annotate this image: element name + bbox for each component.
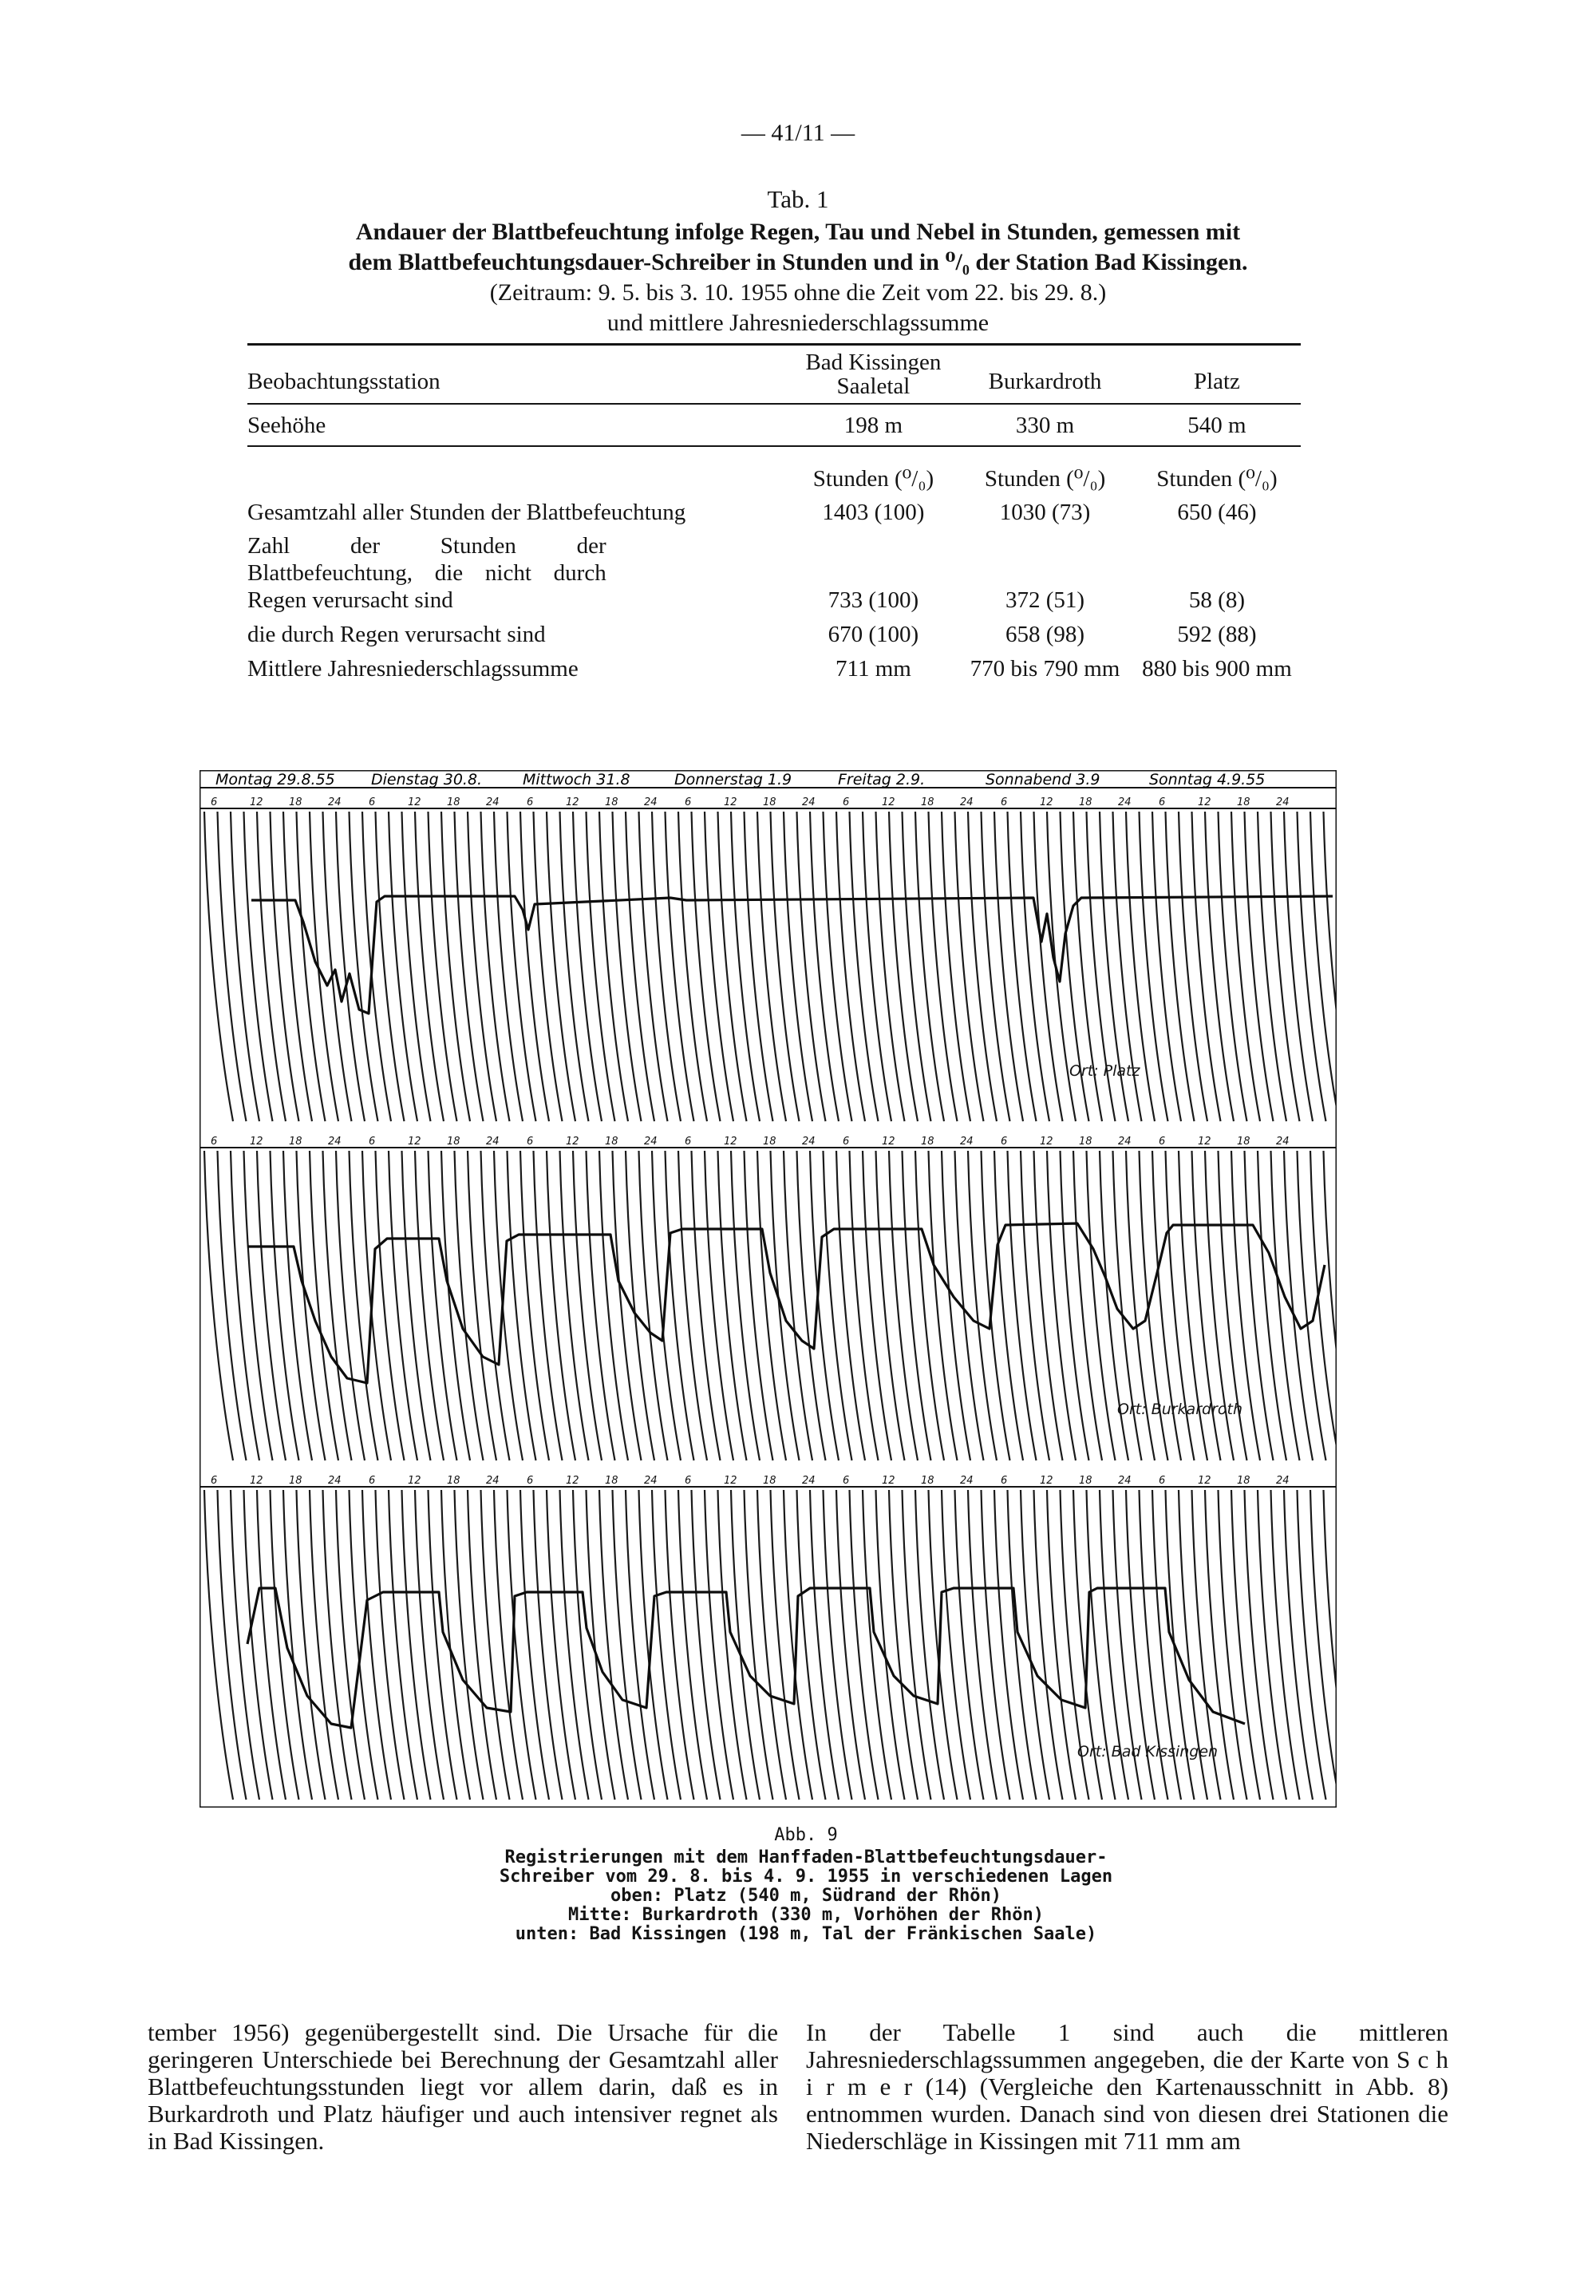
hour-tick-label: 6 (1001, 796, 1008, 808)
hour-tick-label: 6 (1001, 1475, 1008, 1487)
hour-tick-label: 12 (250, 1136, 263, 1148)
table-cell: Seehöhe (247, 413, 326, 438)
hour-tick-label: 6 (1159, 796, 1166, 808)
table-caption-line: dem Blattbefeuchtungsdauer-Schreiber in Stunden und in ⁰/₀ der Station Bad Kissingen. (348, 249, 1248, 275)
table-cell: 770 bis 790 mm (970, 656, 1120, 682)
hour-tick-label: 12 (724, 796, 737, 808)
hour-tick-label: 18 (1237, 796, 1250, 808)
figure-caption-line: unten: Bad Kissingen (198 m, Tal der Fränkischen Saale) (515, 1924, 1097, 1944)
table-cell: Gesamtzahl aller Stunden der Blattbefeuchtung (247, 500, 686, 525)
hour-tick-label: 12 (408, 1475, 421, 1487)
hour-tick-label: 24 (960, 796, 974, 808)
hour-tick-label: 18 (763, 1136, 776, 1148)
hour-tick-label: 24 (802, 1475, 816, 1487)
hour-tick-label: 18 (605, 796, 618, 808)
table-cell: 880 bis 900 mm (1142, 656, 1292, 682)
hour-tick-label: 18 (763, 1475, 776, 1487)
hour-tick-label: 24 (328, 1475, 342, 1487)
hour-tick-label: 12 (882, 796, 895, 808)
hour-tick-label: 6 (211, 796, 218, 808)
table-header-cell: Burkardroth (988, 369, 1102, 394)
hour-tick-label: 6 (527, 796, 534, 808)
hour-tick-label: 18 (605, 1136, 618, 1148)
table-row (247, 614, 1301, 648)
table-caption-line: (Zeitraum: 9. 5. bis 3. 10. 1955 ohne die Zeit vom 22. bis 29. 8.) (489, 279, 1107, 306)
strip-label-burkardroth: Ort: Burkardroth (1117, 1401, 1242, 1418)
hour-tick-label: 18 (447, 1475, 460, 1487)
hour-tick-label: 6 (211, 1475, 218, 1487)
hour-tick-label: 12 (566, 1475, 579, 1487)
table-caption (223, 217, 1373, 338)
data-table (247, 343, 1301, 682)
hour-tick-label: 18 (447, 1136, 460, 1148)
strip-label-bad-kissingen: Ort: Bad Kissingen (1077, 1743, 1219, 1761)
table-cell: 58 (8) (1188, 587, 1245, 613)
hour-tick-label: 18 (289, 796, 302, 808)
table-row (247, 526, 1301, 614)
table-cell: 540 m (1187, 413, 1246, 438)
hour-tick-label: 12 (724, 1475, 737, 1487)
hour-tick-label: 12 (1040, 796, 1053, 808)
hour-tick-label: 24 (644, 1475, 658, 1487)
table-units-row (247, 446, 1301, 492)
hour-tick-label: 18 (1237, 1136, 1250, 1148)
hour-tick-label: 24 (1118, 796, 1132, 808)
hour-tick-label: 6 (1159, 1475, 1166, 1487)
hour-tick-label: 18 (1079, 1136, 1092, 1148)
table-row (247, 492, 1301, 526)
hour-tick-label: 12 (566, 1136, 579, 1148)
table-cell: 658 (98) (1005, 622, 1085, 647)
strip-label-platz: Ort: Platz (1069, 1062, 1140, 1080)
hour-tick-label: 18 (1079, 796, 1092, 808)
day-label: Montag 29.8.55 (215, 771, 335, 788)
figure-caption (447, 1826, 1165, 1944)
recorder-chart-svg (200, 770, 1337, 1808)
hour-tick-label: 12 (408, 1136, 421, 1148)
table-header-cell: Platz (1193, 369, 1240, 394)
hour-tick-label: 12 (250, 1475, 263, 1487)
table-cell: 372 (51) (1005, 587, 1085, 613)
day-label: Sonntag 4.9.55 (1149, 771, 1266, 788)
figure-caption-line: Mitte: Burkardroth (330 m, Vorhöhen der Rhön) (567, 1905, 1045, 1925)
hour-tick-label: 24 (486, 796, 500, 808)
table-caption-line: Andauer der Blattbefeuchtung infolge Regen, Tau und Nebel in Stunden, gemessen mit (355, 219, 1241, 245)
table-cell: Stunden (⁰/₀) (984, 466, 1106, 492)
hour-tick-label: 18 (605, 1475, 618, 1487)
hour-tick-label: 6 (211, 1136, 218, 1148)
hour-tick-label: 12 (1198, 796, 1211, 808)
table-cell: 1403 (100) (822, 500, 925, 525)
hour-tick-label: 24 (802, 796, 816, 808)
table-cell: 330 m (1015, 413, 1075, 438)
hour-tick-label: 6 (843, 1136, 850, 1148)
hour-tick-label: 12 (566, 796, 579, 808)
hour-tick-label: 12 (882, 1136, 895, 1148)
table-cell: 711 mm (836, 656, 911, 682)
hour-tick-label: 18 (1237, 1475, 1250, 1487)
table-cell: 198 m (843, 413, 903, 438)
figure-caption-line: Registrierungen mit dem Hanffaden-Blattbefeuchtungsdauer- (504, 1847, 1108, 1867)
hour-tick-label: 18 (763, 796, 776, 808)
hour-tick-label: 12 (882, 1475, 895, 1487)
day-label: Donnerstag 1.9 (674, 771, 792, 788)
hour-tick-label: 6 (369, 1136, 376, 1148)
hour-tick-label: 6 (685, 1475, 692, 1487)
hour-tick-label: 6 (685, 796, 692, 808)
hour-tick-label: 6 (1159, 1136, 1166, 1148)
table-cell: 650 (46) (1177, 500, 1257, 525)
hour-tick-label: 24 (644, 1136, 658, 1148)
hour-tick-label: 18 (921, 796, 934, 808)
hour-tick-label: 24 (1276, 796, 1290, 808)
hour-tick-label: 12 (1198, 1136, 1211, 1148)
recorder-chart-figure (200, 770, 1337, 1808)
table-header-row (247, 345, 1301, 405)
hour-tick-label: 6 (369, 796, 376, 808)
day-label: Dienstag 30.8. (371, 771, 483, 788)
figure-caption-line: Schreiber vom 29. 8. bis 4. 9. 1955 in verschiedenen Lagen (499, 1867, 1113, 1887)
figure-caption-title: Abb. 9 (774, 1825, 838, 1845)
hour-tick-label: 12 (724, 1136, 737, 1148)
hour-tick-label: 6 (527, 1136, 534, 1148)
hour-tick-label: 18 (447, 796, 460, 808)
hour-tick-label: 24 (328, 796, 342, 808)
day-label: Freitag 2.9. (838, 771, 926, 788)
hour-tick-label: 12 (1040, 1475, 1053, 1487)
hour-tick-label: 6 (843, 796, 850, 808)
hour-tick-label: 18 (289, 1136, 302, 1148)
table-cell: Stunden (⁰/₀) (812, 466, 934, 492)
hour-tick-label: 12 (250, 796, 263, 808)
table-header-cell: Beobachtungsstation (247, 369, 440, 394)
hour-tick-label: 24 (1118, 1136, 1132, 1148)
hour-tick-label: 24 (1118, 1475, 1132, 1487)
figure-caption-line: oben: Platz (540 m, Südrand der Rhön) (610, 1886, 1002, 1906)
table-label: Tab. 1 (767, 185, 829, 213)
table-cell: Stunden (⁰/₀) (1156, 466, 1278, 492)
table-cell: Mittlere Jahresniederschlagssumme (247, 656, 579, 682)
hour-tick-label: 6 (1001, 1136, 1008, 1148)
table-caption-line: und mittlere Jahresniederschlagssumme (606, 310, 990, 336)
table-header-cell: Bad Kissingen Saaletal (805, 350, 942, 399)
hour-tick-label: 24 (802, 1136, 816, 1148)
hour-tick-label: 24 (328, 1136, 342, 1148)
table-cell: 733 (100) (828, 587, 919, 613)
hour-tick-label: 24 (960, 1136, 974, 1148)
hour-tick-label: 6 (685, 1136, 692, 1148)
body-text-right-column: In der Tabelle 1 sind auch die mittleren Jahresniederschlagssummen angegeben, die der Karte von S c h i r m e r (14) (Vergleiche den Kartenausschnitt in Abb. 8) entnommen wurden. Danach sind von diesen drei Stationen die Niederschläge in Kissingen mit 711 mm am (806, 2018, 1448, 2155)
hour-tick-label: 12 (1198, 1475, 1211, 1487)
hour-tick-label: 12 (408, 796, 421, 808)
table-cell: Zahl der Stunden der Blattbefeuchtung, die nicht durch Regen verursacht sind (247, 533, 606, 613)
table-cell: 670 (100) (828, 622, 919, 647)
table-row (247, 648, 1301, 682)
hour-tick-label: 18 (289, 1475, 302, 1487)
hour-tick-label: 24 (644, 796, 658, 808)
table-cell (247, 446, 790, 492)
hour-tick-label: 24 (1276, 1475, 1290, 1487)
hour-tick-label: 6 (527, 1475, 534, 1487)
hour-tick-label: 18 (921, 1136, 934, 1148)
table-cell: 592 (88) (1177, 622, 1257, 647)
table-cell: die durch Regen verursacht sind (247, 622, 546, 647)
hour-tick-label: 24 (486, 1136, 500, 1148)
page-number: — 41/11 — (741, 120, 855, 146)
day-label: Sonnabend 3.9 (986, 771, 1100, 788)
hour-tick-label: 6 (369, 1475, 376, 1487)
day-label: Mittwoch 31.8 (523, 771, 630, 788)
table-cell: 1030 (73) (999, 500, 1091, 525)
hour-tick-label: 6 (843, 1475, 850, 1487)
hour-tick-label: 24 (960, 1475, 974, 1487)
table-altitude-row (247, 404, 1301, 446)
body-text-left-column: tember 1956) gegenübergestellt sind. Die Ursache für die geringeren Unterschiede bei Berechnung der Gesamtzahl aller Blattbefeuchtungsstunden liegt vor allem darin, daß es in Burkardroth und Platz häufiger und auch intensiver regnet als in Bad Kissingen. (148, 2018, 778, 2155)
hour-tick-label: 18 (1079, 1475, 1092, 1487)
hour-tick-label: 24 (486, 1475, 500, 1487)
hour-tick-label: 18 (921, 1475, 934, 1487)
hour-tick-label: 12 (1040, 1136, 1053, 1148)
hour-tick-label: 24 (1276, 1136, 1290, 1148)
